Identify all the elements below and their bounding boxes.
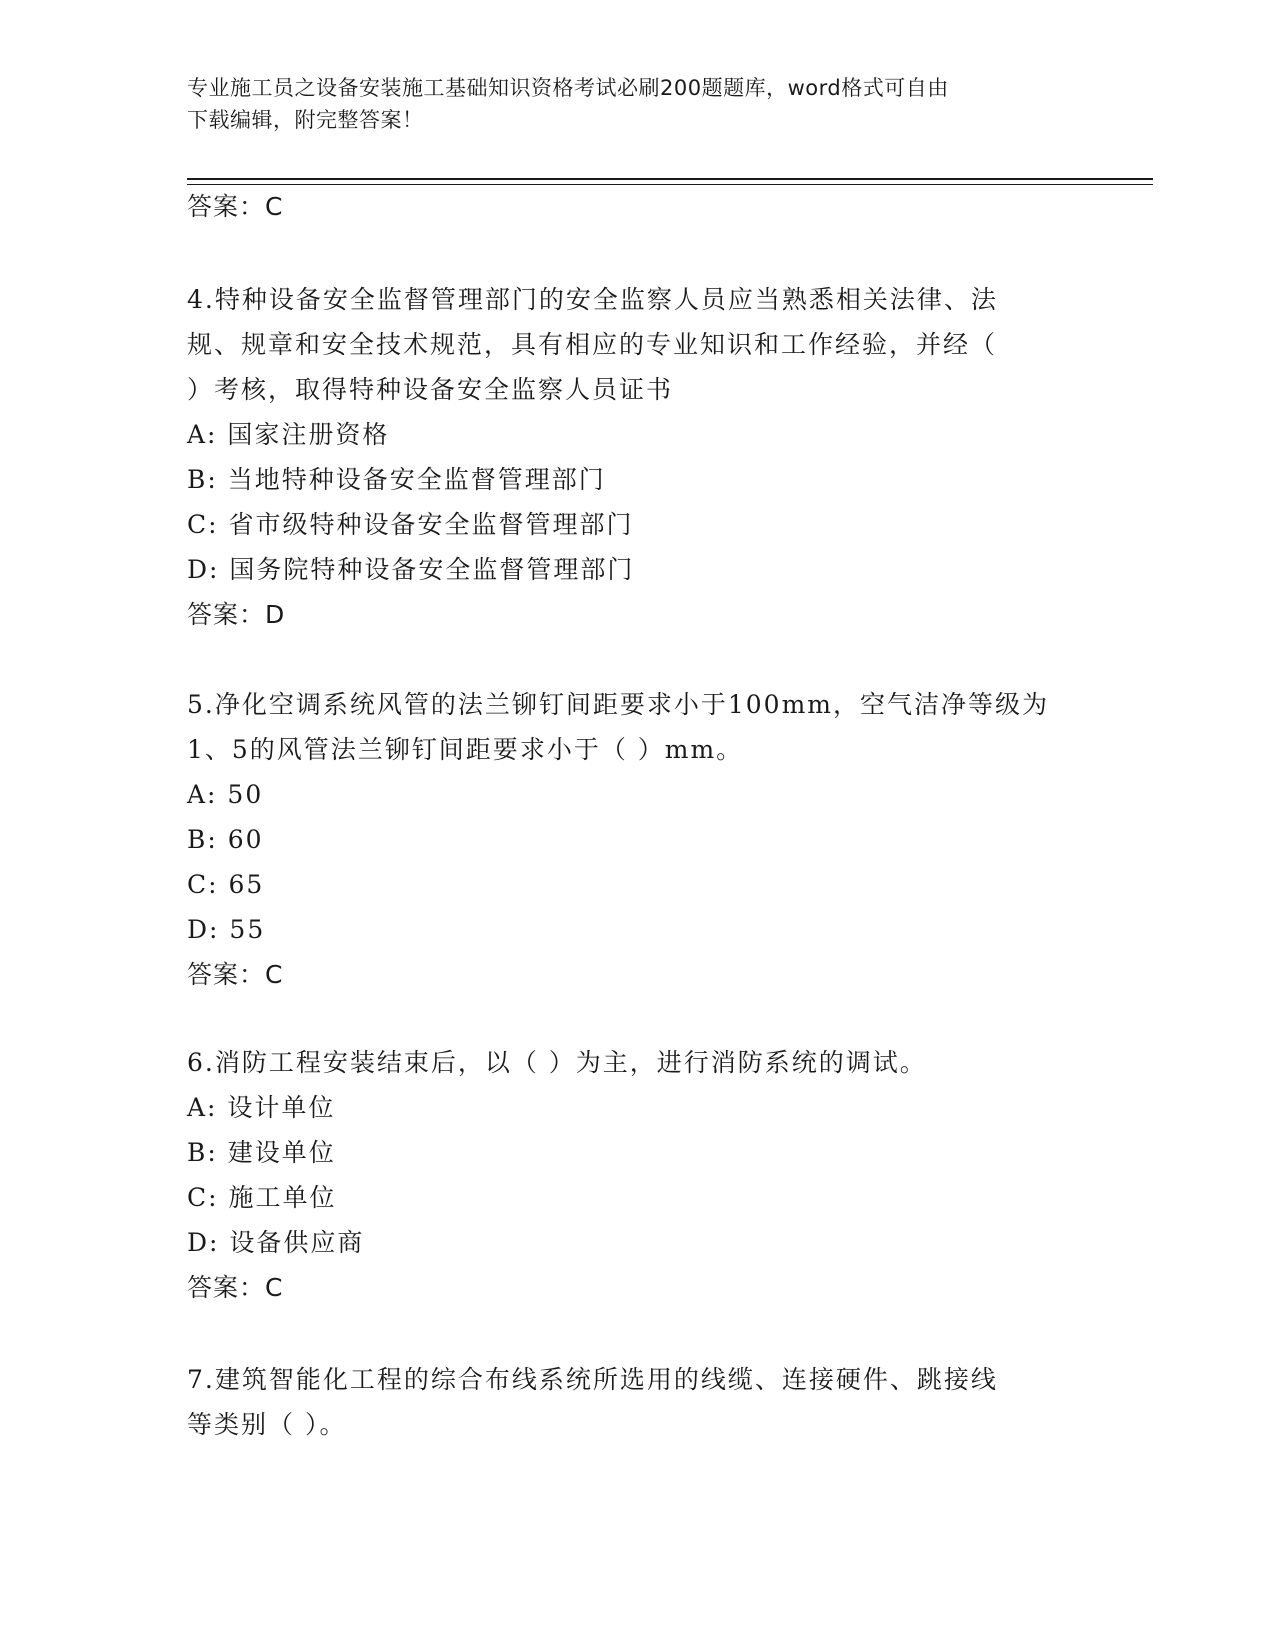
question-6-option-c: C: 施工单位 xyxy=(187,1183,337,1212)
header-line-2: 下载编辑，附完整答案！ xyxy=(187,108,424,132)
question-6-line-1: 6.消防工程安装结束后，以（ ）为主，进行消防系统的调试。 xyxy=(187,1048,927,1077)
question-6-option-a: A: 设计单位 xyxy=(187,1093,336,1122)
question-5-line-1: 5.净化空调系统风管的法兰铆钉间距要求小于100mm，空气洁净等级为 xyxy=(187,690,1049,719)
header-line-1: 专业施工员之设备安装施工基础知识资格考试必刷200题题库，word格式可自由 xyxy=(187,76,949,100)
header-rule-thin xyxy=(187,184,1153,185)
question-4-line-1: 4.特种设备安全监督管理部门的安全监察人员应当熟悉相关法律、法 xyxy=(187,285,998,314)
document-header xyxy=(187,72,1067,136)
question-5-option-a: A: 50 xyxy=(187,780,264,809)
question-4-line-2: 规、规章和安全技术规范，具有相应的专业知识和工作经验，并经（ xyxy=(187,330,998,359)
question-5-option-d: D: 55 xyxy=(187,915,266,944)
answer-q6: 答案：C xyxy=(187,1273,284,1302)
question-4-option-d: D: 国务院特种设备安全监督管理部门 xyxy=(187,555,635,584)
question-6-option-b: B: 建设单位 xyxy=(187,1138,336,1167)
answer-q5: 答案：C xyxy=(187,960,284,989)
header-rule-thick xyxy=(187,178,1153,180)
question-4-option-c: C: 省市级特种设备安全监督管理部门 xyxy=(187,510,634,539)
question-6-option-d: D: 设备供应商 xyxy=(187,1228,365,1257)
question-5-option-c: C: 65 xyxy=(187,870,265,899)
question-4-option-a: A: 国家注册资格 xyxy=(187,420,390,449)
question-5-line-2: 1、5的风管法兰铆钉间距要求小于（ ）mm。 xyxy=(187,735,744,764)
answer-q3: 答案：C xyxy=(187,192,284,221)
question-4-line-3: ）考核，取得特种设备安全监察人员证书 xyxy=(187,375,674,404)
question-5-option-b: B: 60 xyxy=(187,825,264,854)
question-7-line-1: 7.建筑智能化工程的综合布线系统所选用的线缆、连接硬件、跳接线 xyxy=(187,1365,998,1394)
answer-q4: 答案：D xyxy=(187,600,286,629)
question-4-option-b: B: 当地特种设备安全监督管理部门 xyxy=(187,465,606,494)
question-7-line-2: 等类别（ ）。 xyxy=(187,1410,347,1439)
